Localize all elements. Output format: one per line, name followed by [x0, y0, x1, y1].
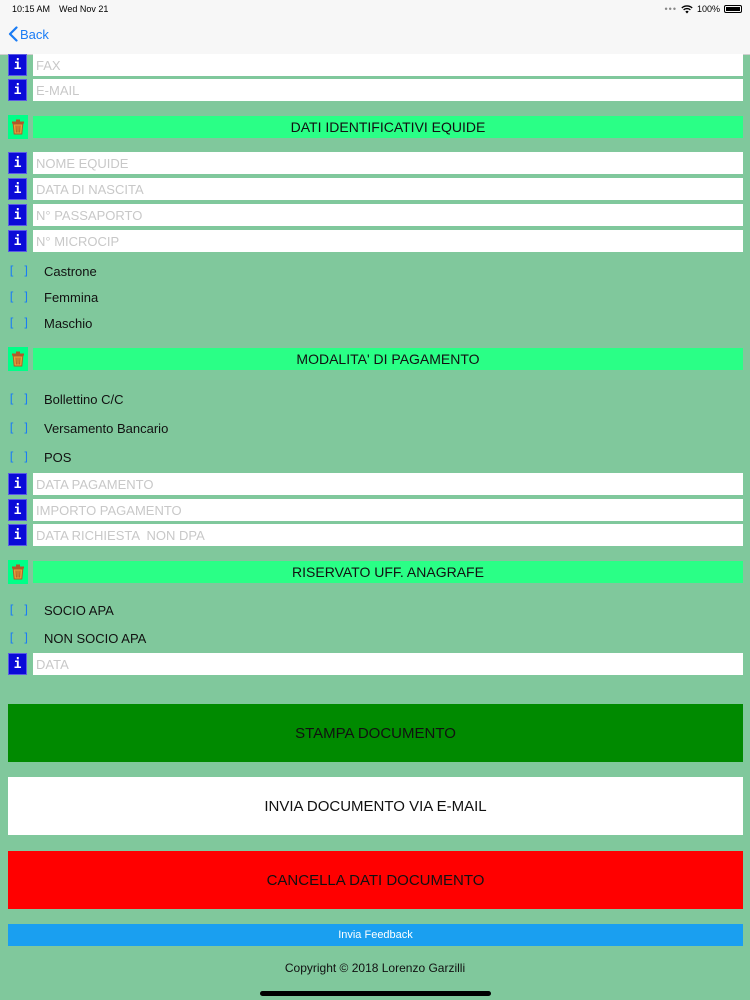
fax-field[interactable]: [33, 54, 743, 76]
request-date-field[interactable]: [33, 524, 743, 546]
info-button[interactable]: i: [8, 204, 27, 226]
info-button[interactable]: i: [8, 230, 27, 252]
status-time: 10:15 AM: [12, 4, 51, 14]
trash-icon: [11, 119, 25, 135]
section-title: MODALITA' DI PAGAMENTO: [33, 348, 743, 370]
delete-document-button[interactable]: CANCELLA DATI DOCUMENTO: [8, 851, 743, 909]
back-label: Back: [20, 26, 49, 42]
fax-row: [8, 54, 743, 76]
trash-button[interactable]: [8, 115, 28, 139]
section-title: DATI IDENTIFICATIVI EQUIDE: [33, 116, 743, 138]
checkbox-box[interactable]: [ ]: [8, 392, 30, 406]
print-document-button[interactable]: STAMPA DOCUMENTO: [8, 704, 743, 762]
checkbox-socio-apa[interactable]: [8, 600, 308, 622]
checkbox-label: Castrone: [44, 264, 97, 279]
checkbox-label: Femmina: [44, 290, 99, 305]
birth-date-row: [8, 178, 743, 200]
back-button[interactable]: [8, 26, 49, 42]
signal-dots-icon: •••: [664, 4, 677, 14]
payment-date-row: [8, 473, 743, 495]
passport-field[interactable]: [33, 204, 743, 226]
feedback-button[interactable]: Invia Feedback: [8, 924, 743, 946]
payment-amount-row: [8, 499, 743, 521]
checkbox-castrone[interactable]: [8, 261, 308, 283]
info-button[interactable]: i: [8, 79, 27, 101]
checkbox-pos[interactable]: [8, 447, 308, 469]
email-document-button[interactable]: INVIA DOCUMENTO VIA E-MAIL: [8, 777, 743, 835]
request-date-row: [8, 524, 743, 546]
checkbox-box[interactable]: [ ]: [8, 264, 30, 278]
payment-date-field[interactable]: [33, 473, 743, 495]
section-office: [8, 560, 743, 584]
wifi-icon: [681, 5, 693, 14]
status-date: Wed Nov 21: [59, 4, 109, 14]
checkbox-box[interactable]: [ ]: [8, 603, 30, 617]
date-row: [8, 653, 743, 675]
payment-amount-field[interactable]: [33, 499, 743, 521]
checkbox-box[interactable]: [ ]: [8, 316, 30, 330]
birth-date-field[interactable]: [33, 178, 743, 200]
status-right: [665, 4, 742, 14]
checkbox-bancario[interactable]: [8, 418, 308, 440]
section-equide: [8, 115, 743, 139]
trash-button[interactable]: [8, 560, 28, 584]
copyright-text: Copyright © 2018 Lorenzo Garzilli: [284, 961, 466, 975]
email-field[interactable]: [33, 79, 743, 101]
checkbox-label: Bollettino C/C: [44, 392, 124, 407]
battery-percent: 100%: [696, 4, 720, 14]
checkbox-box[interactable]: [ ]: [8, 421, 30, 435]
microchip-row: [8, 230, 743, 252]
info-button[interactable]: i: [8, 473, 27, 495]
microchip-field[interactable]: [33, 230, 743, 252]
trash-icon: [11, 351, 25, 367]
battery-icon: [724, 5, 742, 13]
checkbox-box[interactable]: [ ]: [8, 450, 30, 464]
info-button[interactable]: i: [8, 152, 27, 174]
home-indicator[interactable]: [260, 991, 491, 996]
status-bar: [0, 0, 750, 18]
checkbox-label: POS: [44, 450, 72, 465]
chevron-left-icon: [8, 26, 18, 42]
checkbox-label: Versamento Bancario: [44, 421, 169, 436]
checkbox-non-socio-apa[interactable]: [8, 628, 308, 650]
info-button[interactable]: i: [8, 653, 27, 675]
checkbox-bollettino[interactable]: [8, 389, 308, 411]
checkbox-box[interactable]: [ ]: [8, 290, 30, 304]
checkbox-label: SOCIO APA: [44, 603, 114, 618]
passport-row: [8, 204, 743, 226]
trash-icon: [11, 564, 25, 580]
section-title: RISERVATO UFF. ANAGRAFE: [33, 561, 743, 583]
checkbox-box[interactable]: [ ]: [8, 631, 30, 645]
section-payment: [8, 347, 743, 371]
trash-button[interactable]: [8, 347, 28, 371]
info-button[interactable]: i: [8, 499, 27, 521]
info-button[interactable]: i: [8, 178, 27, 200]
info-button[interactable]: i: [8, 524, 27, 546]
horse-name-field[interactable]: [33, 152, 743, 174]
checkbox-label: NON SOCIO APA: [44, 631, 147, 646]
checkbox-label: Maschio: [44, 316, 93, 331]
navigation-bar: [0, 18, 750, 55]
horse-name-row: [8, 152, 743, 174]
checkbox-maschio[interactable]: [8, 313, 308, 335]
checkbox-femmina[interactable]: [8, 287, 308, 309]
email-row: [8, 79, 743, 101]
date-field[interactable]: [33, 653, 743, 675]
info-button[interactable]: i: [8, 54, 27, 76]
